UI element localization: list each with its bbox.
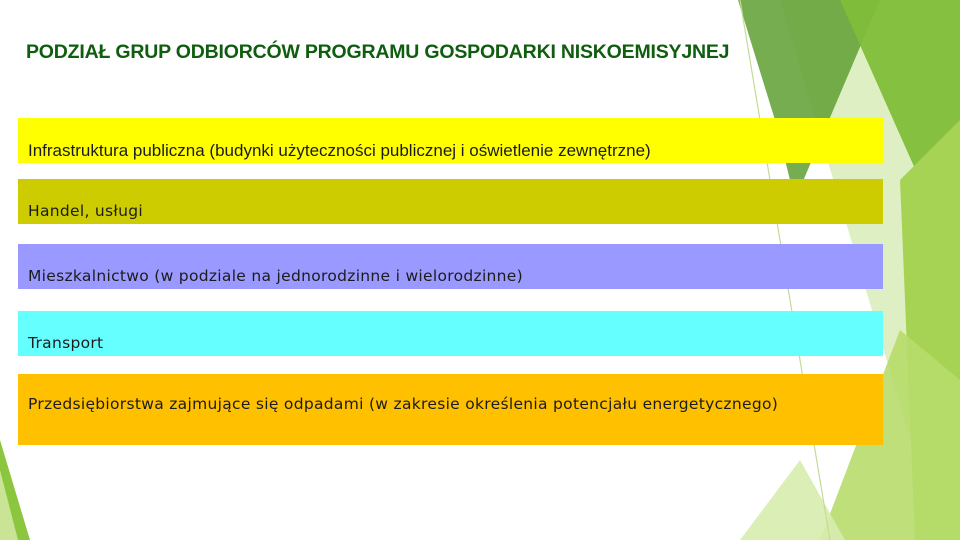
category-band-waste-companies — [18, 374, 883, 445]
page-title: PODZIAŁ GRUP ODBIORCÓW PROGRAMU GOSPODARKI NISKOEMISYJNEJ — [26, 41, 730, 63]
deco-shape-bottom-light — [740, 460, 845, 540]
category-band-housing — [18, 244, 883, 289]
category-label: Transport — [28, 334, 104, 352]
category-band-trade-services — [18, 179, 883, 224]
category-band-public-infrastructure — [18, 118, 883, 163]
category-label: Handel, usługi — [28, 202, 143, 220]
category-label: Przedsiębiorstwa zajmujące się odpadami (w zakresie określenia potencjału energetycznego) — [28, 395, 779, 413]
category-label: Infrastruktura publiczna (budynki użyteczności publicznej i oświetlenie zewnętrzne) — [28, 141, 651, 160]
category-band-transport — [18, 311, 883, 356]
category-label: Mieszkalnictwo (w podziale na jednorodzinne i wielorodzinne) — [28, 267, 523, 285]
